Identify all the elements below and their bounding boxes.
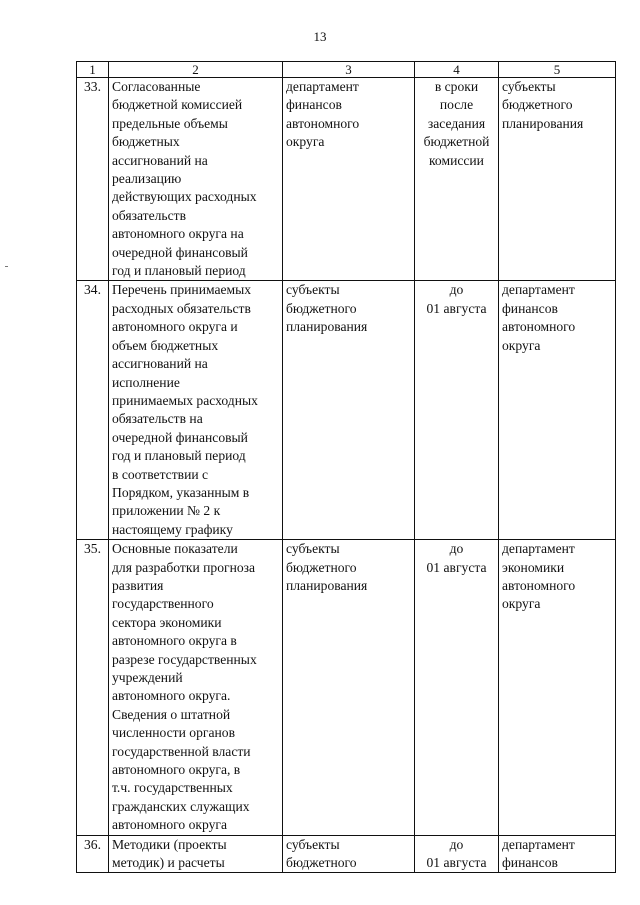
row-deadline: в сроки после заседания бюджетной комиссии: [415, 78, 499, 281]
row-responsible: департамент финансов автономного округа: [283, 78, 415, 281]
row-recipient: субъекты бюджетного планирования: [499, 78, 616, 281]
header-cell-col5: 5: [499, 62, 616, 78]
page-number: 13: [313, 29, 327, 44]
row-deadline: до 01 августа: [415, 540, 499, 836]
row-recipient: департамент финансов: [499, 835, 616, 873]
row-responsible: субъекты бюджетного планирования: [283, 540, 415, 836]
table-row: [77, 281, 616, 540]
table-header-row: [77, 62, 616, 78]
header-cell-col4: 4: [415, 62, 499, 78]
row-responsible: субъекты бюджетного: [283, 835, 415, 873]
row-document-name: Методики (проекты методик) и расчеты: [109, 835, 283, 873]
header-cell-col2: 2: [109, 62, 283, 78]
schedule-table: [76, 61, 616, 873]
margin-mark: [5, 266, 8, 267]
row-number: 34.: [77, 281, 109, 540]
row-number: 36.: [77, 835, 109, 873]
row-document-name: Основные показатели для разработки прогноза развития государственного сектора экономики автономного округа в разрезе государственных учреждений автономного округа. Сведения о штатной численности органов государственной власти автономного округа, в т.ч. государственных гражданских служащих автономного округа: [109, 540, 283, 836]
row-number: 33.: [77, 78, 109, 281]
row-recipient: департамент финансов автономного округа: [499, 281, 616, 540]
header-cell-col1: 1: [77, 62, 109, 78]
table-row: [77, 78, 616, 281]
row-deadline: до 01 августа: [415, 281, 499, 540]
row-number: 35.: [77, 540, 109, 836]
row-responsible: субъекты бюджетного планирования: [283, 281, 415, 540]
table-row: [77, 835, 616, 873]
row-deadline: до 01 августа: [415, 835, 499, 873]
header-cell-col3: 3: [283, 62, 415, 78]
row-recipient: департамент экономики автономного округа: [499, 540, 616, 836]
row-document-name: Перечень принимаемых расходных обязательств автономного округа и объем бюджетных ассигнований на исполнение принимаемых расходных обязательств на очередной финансовый год и плановый период в соответствии с Порядком, указанным в приложении № 2 к настоящему графику: [109, 281, 283, 540]
table-row: [77, 540, 616, 836]
row-document-name: Согласованные бюджетной комиссией предельные объемы бюджетных ассигнований на реализацию действующих расходных обязательств автономного округа на очередной финансовый год и плановый период: [109, 78, 283, 281]
